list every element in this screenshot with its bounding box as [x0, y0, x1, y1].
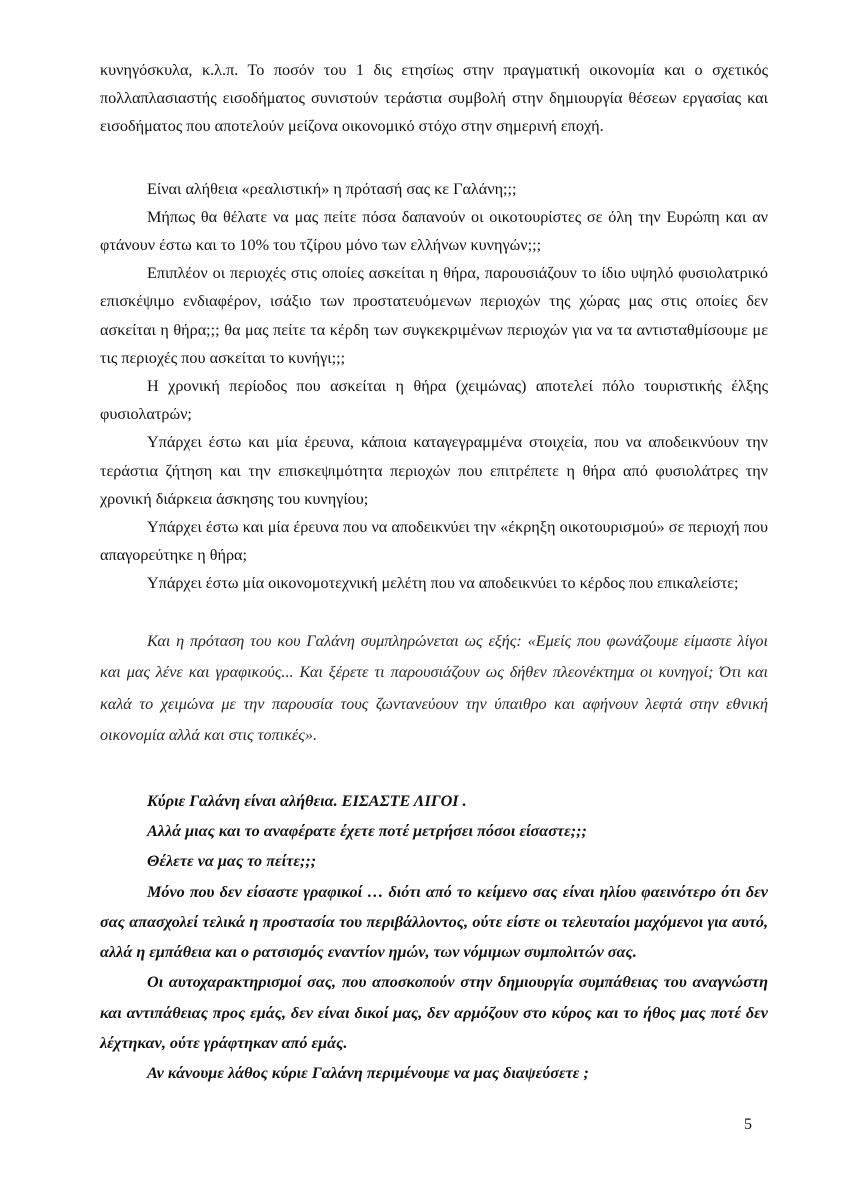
body-paragraph: κυνηγόσκυλα, κ.λ.π. Το ποσόν του 1 δις ετησίως στην πραγματική οικονομία και ο σχετικός πολλαπλασιαστής εισοδήματος συνιστούν τεράστια συμβολή στην δημιουργία θέσεων εργασίας και εισοδήματος που αποτελούν μείζονα οικονομικό στόχο στην σημερινή εποχή.: [100, 61, 768, 136]
document-body: [100, 56, 768, 1089]
body-paragraph: Μήπως θα θέλατε να μας πείτε πόσα δαπανούν οι οικοτουρίστες σε όλη την Ευρώπη και αν φτάνουν έστω και το 10% του τζίρου μόνο των ελλήνων κυνηγών;;;: [100, 207, 768, 255]
closing-paragraph: Μόνο που δεν είσαστε γραφικοί … διότι από το κείμενο σας είναι ηλίου φαεινότερο ότι δεν σας απασχολεί τελικά η προστασία του περιβάλλοντος, ούτε είστε οι τελευταίοι μαχόμενοι για αυτό, αλλά η εμπάθεια και ο ρατσισμός εναντίον ημών, των νόμιμων συμπολιτών σας.: [100, 882, 768, 962]
spacer: [100, 752, 768, 786]
body-paragraph: Υπάρχει έστω μία οικονομοτεχνική μελέτη που να αποδεικνύει το κέρδος που επικαλείστε;: [147, 574, 739, 593]
body-paragraph: Επιπλέον οι περιοχές στις οποίες ασκείται η θήρα, παρουσιάζουν το ίδιο υψηλό φυσιολατρικό επισκέψιμο ενδιαφέρον, ισάξιο των προστατευόμενων περιοχών της χώρας μας στις οποίες δεν ασκείται η θήρα;;; θα μας πείτε τα κέρδη των συγκεκριμένων περιοχών για να τα αντισταθμίσουμε με τις περιοχές που ασκείται το κυνήγι;;;: [100, 264, 768, 367]
quoted-passage: Και η πρόταση του κου Γαλάνη συμπληρώνεται ως εξής: «Εμείς που φωνάζουμε είμαστε λίγοι και μας λένε και γραφικούς... Και ξέρετε τι παρουσιάζουν ως δήθεν πλεονέκτημα οι κυνηγοί; Ότι και καλά το χειμώνα με την παρουσία τους ζωντανεύουν την ύπαιθρο και αφήνουν λεφτά στην εθνική οικονομία αλλά και στις τοπικές».: [100, 631, 768, 745]
closing-paragraph: Οι αυτοχαρακτηρισμοί σας, που αποσκοπούν στην δημιουργία συμπάθειας του αναγνώστη και αντιπάθειας προς εμάς, δεν είναι δικοί μας, δεν αρμόζουν στο κύρος και το ήθος μας ποτέ δεν λέχτηκαν, ούτε γράφτηκαν από εμάς.: [100, 973, 768, 1053]
body-paragraph: Υπάρχει έστω και μία έρευνα που να αποδεικνύει την «έκρηξη οικοτουρισμού» σε περιοχή που απαγορεύτηκε η θήρα;: [100, 518, 768, 565]
body-paragraph: Υπάρχει έστω και μία έρευνα, κάποια καταγεγραμμένα στοιχεία, που να αποδεικνύουν την τεράστια ζήτηση και την επισκεψιμότητα περιοχών που επιτρέπετε η θήρα από φυσιολάτρες την χρονική διάρκεια άσκησης του κυνηγίου;: [100, 433, 768, 508]
body-paragraph: Είναι αλήθεια «ρεαλιστική» η πρότασή σας κε Γαλάνη;;;: [147, 179, 517, 198]
closing-paragraph: Αλλά μιας και το αναφέρατε έχετε ποτέ μετρήσει πόσοι είσαστε;;;: [147, 821, 587, 840]
spacer: [100, 598, 768, 626]
body-paragraph: Η χρονική περίοδος που ασκείται η θήρα (χειμώνας) αποτελεί πόλο τουριστικής έλξης φυσιολατρών;: [100, 377, 768, 424]
spacer: [100, 141, 768, 175]
page-number: 5: [744, 1116, 752, 1133]
closing-paragraph: Αν κάνουμε λάθος κύριε Γαλάνη περιμένουμε να μας διαψεύσετε ;: [147, 1064, 589, 1083]
closing-paragraph: Κύριε Γαλάνη είναι αλήθεια. ΕΙΣΑΣΤΕ ΛΙΓΟΙ .: [147, 791, 467, 810]
closing-paragraph: Θέλετε να μας το πείτε;;;: [147, 852, 317, 871]
